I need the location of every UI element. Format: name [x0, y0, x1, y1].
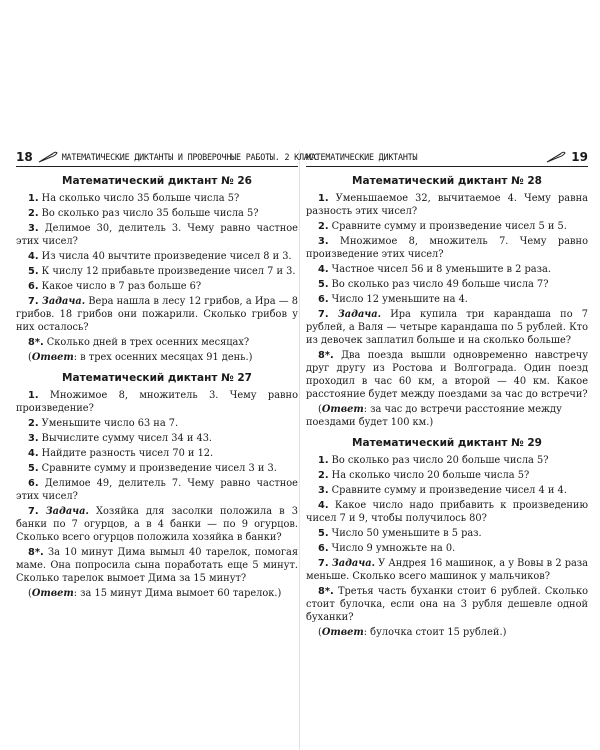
exercise-item: 1. Во сколько раз число 20 больше числа 5? — [318, 455, 549, 466]
quill-icon — [38, 151, 58, 163]
left-page-number: 18 — [16, 150, 33, 164]
exercise-item: 6. Какое число в 7 раз больше 6? — [28, 281, 202, 292]
task-item: 7. Задача. У Андрея 16 машинок, а у Вовы в 2 раза меньше. Сколько всего машинок у мальчиков? — [306, 558, 588, 582]
exercise-item: 3. Делимое 30, делитель 3. Чему равно частное этих чисел? — [16, 223, 298, 247]
left-page — [16, 148, 319, 602]
exercise-item: 2. Уменьшите число 63 на 7. — [28, 418, 179, 429]
bonus-item: 8*. За 10 минут Дима вымыл 40 тарелок, помогая маме. Она попросила сына поработать еще 5 минут. Сколько тарелок вымоет Дима за 15 минут? — [16, 547, 298, 584]
exercise-item: 6. Делимое 49, делитель 7. Чему равно частное этих чисел? — [16, 478, 298, 502]
exercise-item: 5. Сравните сумму и произведение чисел 3 и 3. — [28, 463, 277, 474]
exercise-item: 3. Сравните сумму и произведение чисел 4 и 4. — [318, 485, 567, 496]
quill-icon — [546, 151, 566, 163]
right-running-header: МАТЕМАТИЧЕСКИЕ ДИКТАНТЫ — [306, 152, 418, 162]
exercise-item: 2. Во сколько раз число 35 больше числа 5? — [28, 208, 259, 219]
exercise-item: 1. Множимое 8, множитель 3. Чему равно произведение? — [16, 390, 298, 414]
exercise-item: 4. Из числа 40 вычтите произведение чисел 8 и 3. — [28, 251, 292, 262]
task-item: 7. Задача. Хозяйка для засолки положила в 3 банки по 7 огурцов, а в 4 банки — по 9 огурцов. Сколько всего огурцов положила хозяйка в банки? — [16, 506, 298, 543]
right-page-header — [306, 148, 588, 167]
answer-line: (Ответ: в трех осенних месяцах 91 день.) — [28, 352, 253, 363]
exercise-item: 4. Найдите разность чисел 70 и 12. — [28, 448, 214, 459]
answer-line: (Ответ: за час до встречи расстояние между поездами будет 100 км.) — [306, 404, 562, 428]
left-running-header: МАТЕМАТИЧЕСКИЕ ДИКТАНТЫ И ПРОВЕРОЧНЫЕ РАБОТЫ. 2 КЛАСС — [61, 152, 319, 162]
task-item: 7. Задача. Вера нашла в лесу 12 грибов, а Ира — 8 грибов. 18 грибов они пожарили. Сколько грибов у них осталось? — [16, 296, 298, 333]
bonus-item: 8*. Сколько дней в трех осенних месяцах? — [28, 337, 250, 348]
exercise-item: 4. Какое число надо прибавить к произведению чисел 7 и 9, чтобы получилось 80? — [306, 500, 588, 524]
right-page-number: 19 — [571, 150, 588, 164]
dictation-title: Математический диктант № 28 — [352, 175, 542, 187]
exercise-item: 3. Множимое 8, множитель 7. Чему равно произведение этих чисел? — [306, 236, 588, 260]
bonus-item: 8*. Третья часть буханки стоит 6 рублей. Сколько стоит булочка, если она на 3 рубля дешевле одной буханки? — [306, 586, 588, 623]
exercise-item: 1. На сколько число 35 больше числа 5? — [28, 193, 240, 204]
exercise-item: 2. На сколько число 20 больше числа 5? — [318, 470, 530, 481]
dictation-title: Математический диктант № 27 — [62, 372, 252, 384]
exercise-item: 1. Уменьшаемое 32, вычитаемое 4. Чему равна разность этих чисел? — [306, 193, 588, 217]
dictation-title: Математический диктант № 26 — [62, 175, 252, 187]
answer-line: (Ответ: булочка стоит 15 рублей.) — [318, 627, 507, 638]
exercise-item: 3. Вычислите сумму чисел 34 и 43. — [28, 433, 213, 444]
book-spine-shadow — [299, 150, 300, 750]
answer-line: (Ответ: за 15 минут Дима вымоет 60 тарелок.) — [28, 588, 282, 599]
dictation-title: Математический диктант № 29 — [352, 437, 542, 449]
bonus-item: 8*. Два поезда вышли одновременно навстречу друг другу из Ростова и Волгограда. Один поезд проходил в час 60 км, а второй — 40 км. Какое расстояние будет между поездами за час до встречи? — [306, 350, 588, 400]
exercise-item: 5. Число 50 уменьшите в 5 раз. — [318, 528, 482, 539]
left-page-header — [16, 148, 319, 167]
task-item: 7. Задача. Ира купила три карандаша по 7 рублей, а Валя — четыре карандаша по 5 рублей. Кто из девочек заплатил больше и на сколько больше? — [306, 309, 588, 346]
exercise-item: 6. Число 9 умножьте на 0. — [318, 543, 456, 554]
exercise-item: 6. Число 12 уменьшите на 4. — [318, 294, 468, 305]
exercise-item: 4. Частное чисел 56 и 8 уменьшите в 2 раза. — [318, 264, 551, 275]
right-page — [306, 148, 588, 641]
exercise-item: 2. Сравните сумму и произведение чисел 5 и 5. — [318, 221, 567, 232]
exercise-item: 5. К числу 12 прибавьте произведение чисел 7 и 3. — [28, 266, 296, 277]
exercise-item: 5. Во сколько раз число 49 больше числа 7? — [318, 279, 549, 290]
